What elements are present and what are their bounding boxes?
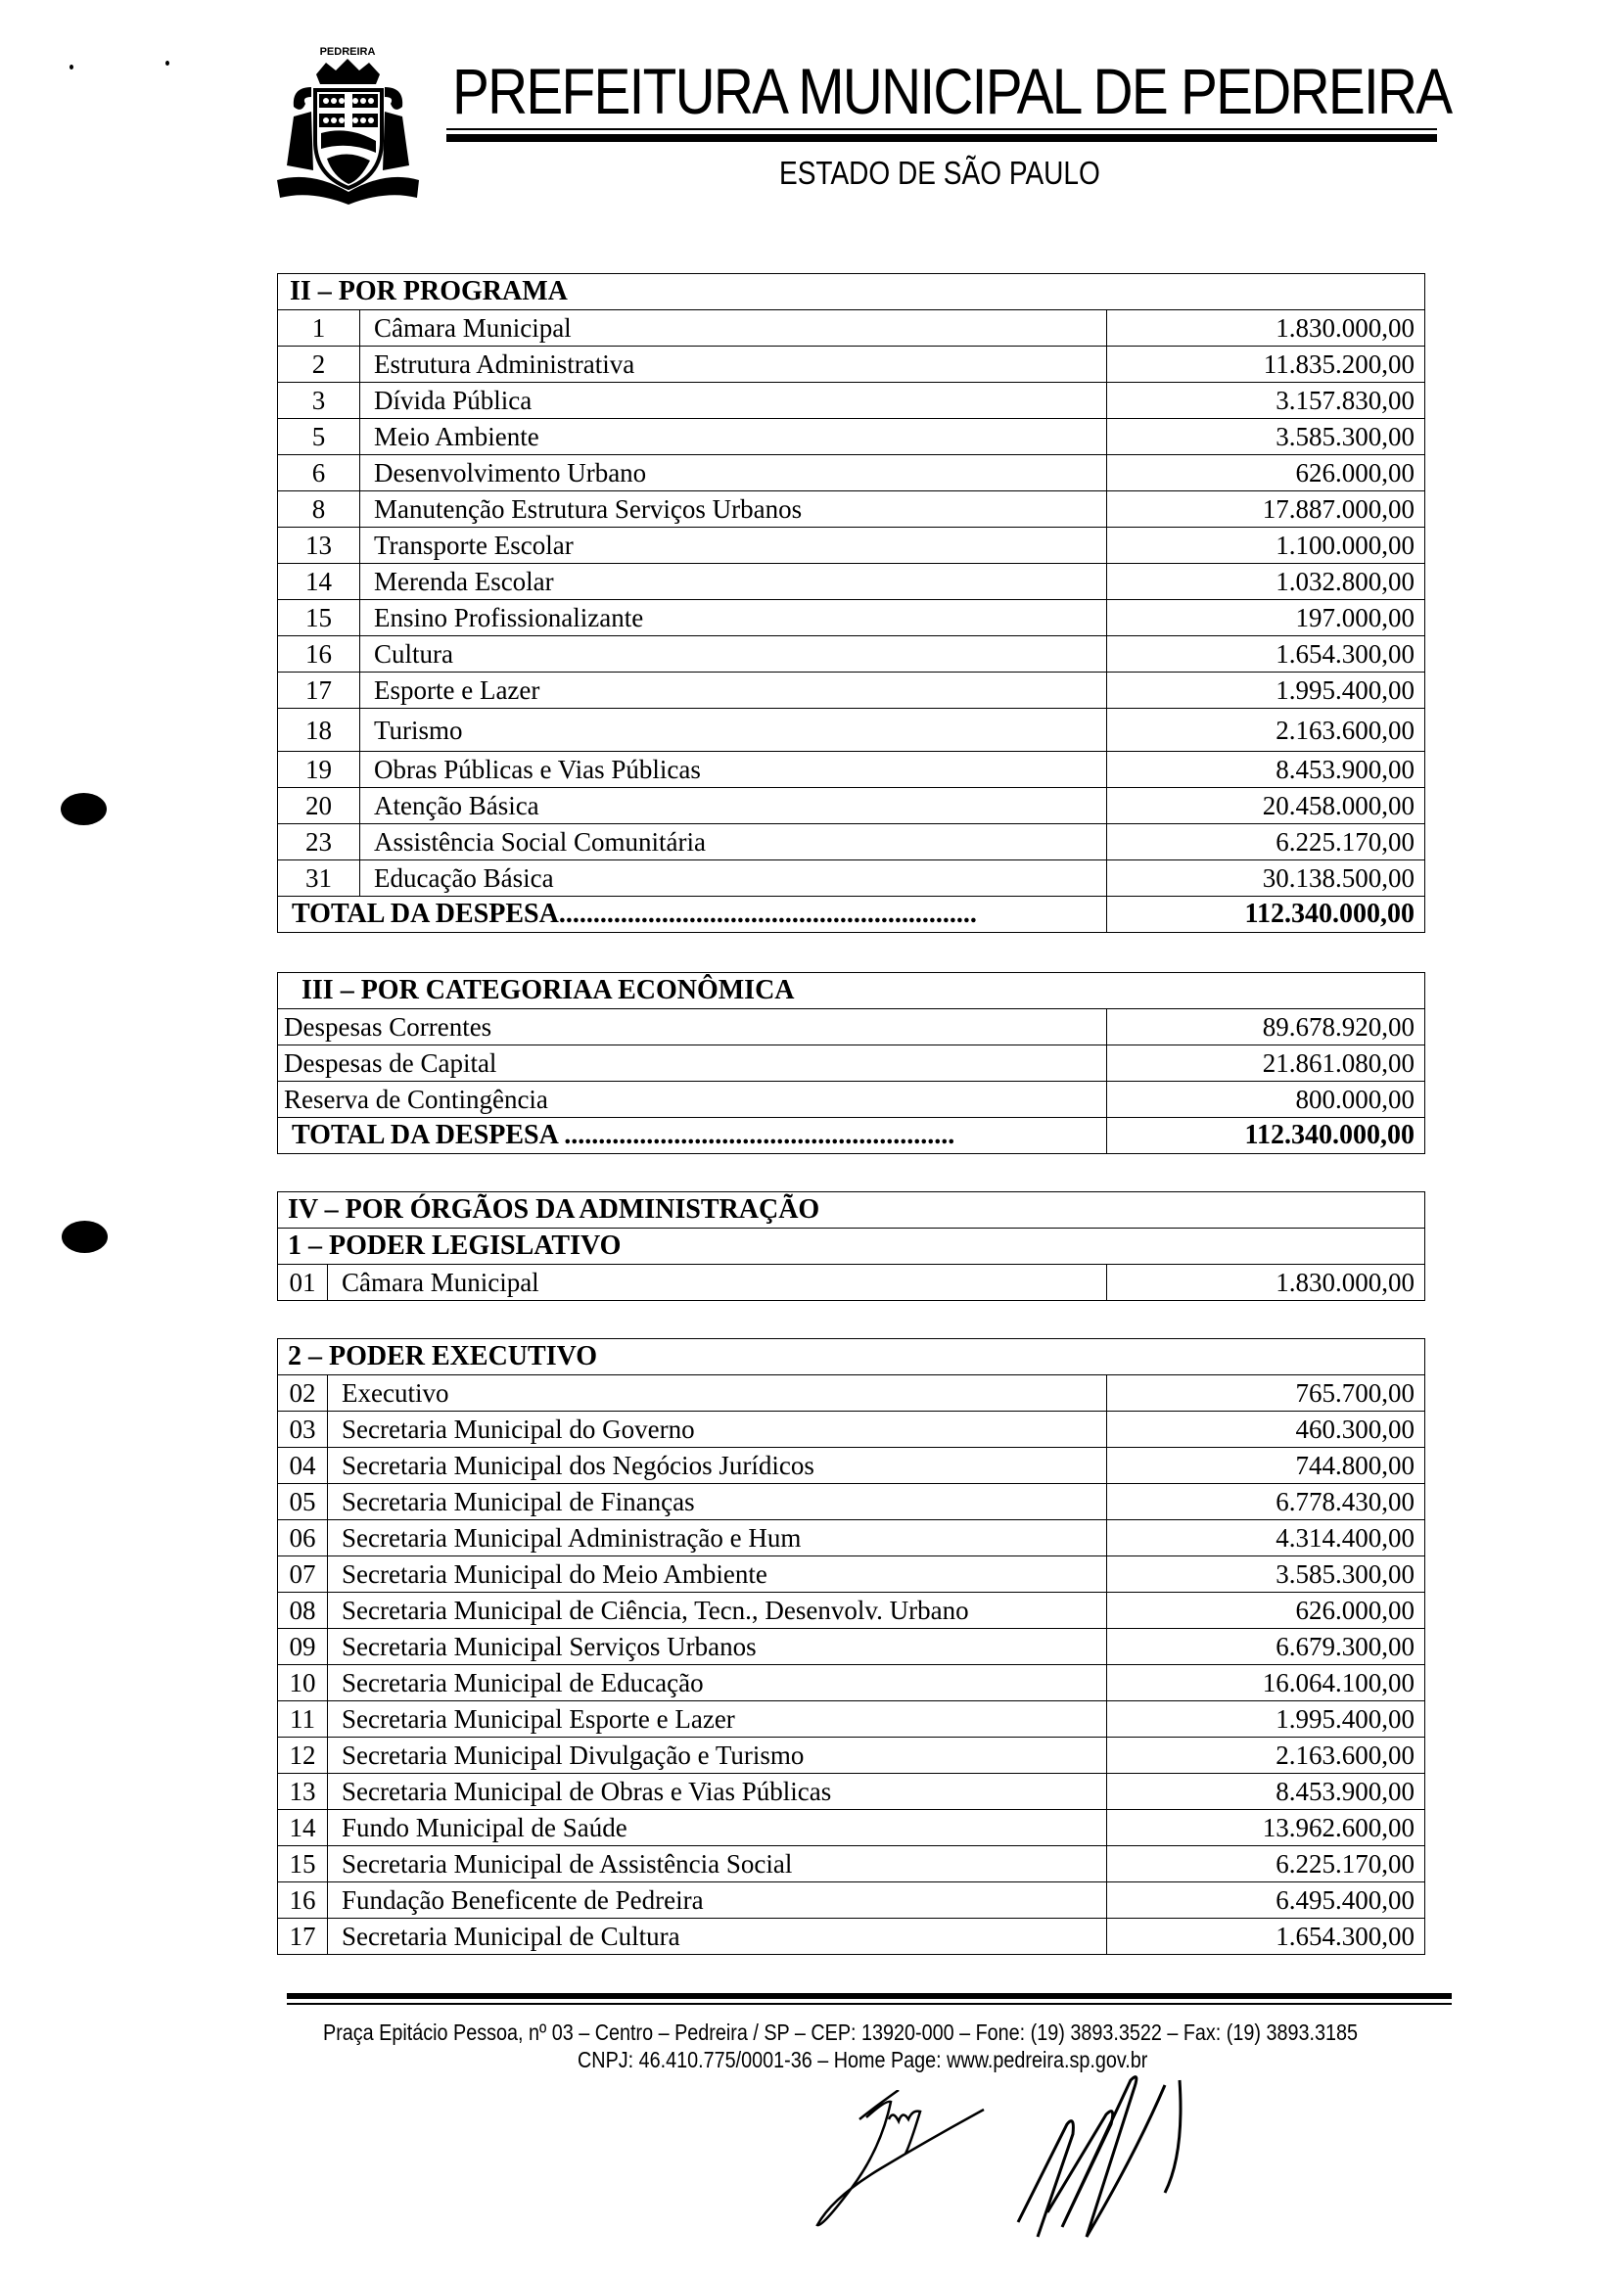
row-code: 5	[278, 419, 360, 455]
table-row	[278, 824, 1425, 860]
row-label: Secretaria Municipal de Ciência, Tecn., Desenvolv. Urbano	[328, 1593, 1107, 1629]
leader-dots: .........................................................	[557, 1120, 955, 1150]
scan-speck	[70, 65, 73, 70]
table-row	[278, 491, 1425, 528]
table-row	[278, 1665, 1425, 1701]
row-value: 6.225.170,00	[1107, 1846, 1425, 1882]
table-row	[278, 1375, 1425, 1412]
row-code: 13	[278, 1774, 328, 1810]
row-code: 1	[278, 310, 360, 347]
row-code: 31	[278, 860, 360, 897]
table-row	[278, 1629, 1425, 1665]
row-code: 09	[278, 1629, 328, 1665]
page-subtitle: ESTADO DE SÃO PAULO	[779, 155, 1100, 191]
total-value: 112.340.000,00	[1107, 1118, 1425, 1154]
table-row	[278, 1045, 1425, 1082]
row-code: 08	[278, 1593, 328, 1629]
programa-table	[277, 273, 1425, 933]
row-label: Secretaria Municipal Divulgação e Turismo	[328, 1738, 1107, 1774]
row-code: 20	[278, 788, 360, 824]
row-label: Câmara Municipal	[360, 310, 1107, 347]
row-label: Atenção Básica	[360, 788, 1107, 824]
table-row	[278, 788, 1425, 824]
table-row	[278, 347, 1425, 383]
table-row	[278, 1846, 1425, 1882]
table-row	[278, 1265, 1425, 1301]
punch-hole	[61, 793, 107, 825]
row-label: Secretaria Municipal dos Negócios Jurídicos	[328, 1448, 1107, 1484]
page-title: PREFEITURA MUNICIPAL DE PEDREIRA	[452, 55, 1452, 127]
total-row	[278, 897, 1425, 933]
row-label: Secretaria Municipal de Obras e Vias Públicas	[328, 1774, 1107, 1810]
row-label: Estrutura Administrativa	[360, 347, 1107, 383]
table-row	[278, 1009, 1425, 1045]
row-value: 3.585.300,00	[1107, 1556, 1425, 1593]
row-value: 1.654.300,00	[1107, 636, 1425, 673]
row-code: 03	[278, 1412, 328, 1448]
row-code: 13	[278, 528, 360, 564]
row-label: Turismo	[360, 709, 1107, 752]
row-label: Obras Públicas e Vias Públicas	[360, 752, 1107, 788]
row-label: Secretaria Municipal do Meio Ambiente	[328, 1556, 1107, 1593]
row-value: 16.064.100,00	[1107, 1665, 1425, 1701]
table-row	[278, 564, 1425, 600]
row-value: 6.679.300,00	[1107, 1629, 1425, 1665]
row-value: 13.962.600,00	[1107, 1810, 1425, 1846]
table-row	[278, 419, 1425, 455]
row-label: Educação Básica	[360, 860, 1107, 897]
row-label: Meio Ambiente	[360, 419, 1107, 455]
row-code: 10	[278, 1665, 328, 1701]
table-row	[278, 1520, 1425, 1556]
row-code: 2	[278, 347, 360, 383]
row-value: 8.453.900,00	[1107, 1774, 1425, 1810]
table-row	[278, 1738, 1425, 1774]
row-value: 2.163.600,00	[1107, 709, 1425, 752]
row-value: 17.887.000,00	[1107, 491, 1425, 528]
table-row	[278, 636, 1425, 673]
subsection-heading: 1 – PODER LEGISLATIVO	[278, 1229, 1425, 1265]
row-value: 460.300,00	[1107, 1412, 1425, 1448]
row-label: Desenvolvimento Urbano	[360, 455, 1107, 491]
row-value: 1.032.800,00	[1107, 564, 1425, 600]
row-value: 1.100.000,00	[1107, 528, 1425, 564]
row-value: 6.778.430,00	[1107, 1484, 1425, 1520]
row-code: 19	[278, 752, 360, 788]
row-value: 1.830.000,00	[1107, 310, 1425, 347]
row-code: 12	[278, 1738, 328, 1774]
table-row	[278, 1919, 1425, 1955]
row-value: 626.000,00	[1107, 1593, 1425, 1629]
row-value: 1.830.000,00	[1107, 1265, 1425, 1301]
row-label: Fundação Beneficente de Pedreira	[328, 1882, 1107, 1919]
row-label: Secretaria Municipal Serviços Urbanos	[328, 1629, 1107, 1665]
table-row	[278, 860, 1425, 897]
row-label: Dívida Pública	[360, 383, 1107, 419]
row-label: Cultura	[360, 636, 1107, 673]
table-row	[278, 528, 1425, 564]
row-code: 17	[278, 673, 360, 709]
row-label: Secretaria Municipal de Assistência Social	[328, 1846, 1107, 1882]
row-code: 15	[278, 600, 360, 636]
table-row	[278, 383, 1425, 419]
row-code: 17	[278, 1919, 328, 1955]
total-row	[278, 1118, 1425, 1154]
punch-hole	[62, 1221, 108, 1253]
row-code: 14	[278, 1810, 328, 1846]
table-row	[278, 1556, 1425, 1593]
table-row	[278, 1593, 1425, 1629]
row-code: 05	[278, 1484, 328, 1520]
row-code: 18	[278, 709, 360, 752]
row-label: Secretaria Municipal do Governo	[328, 1412, 1107, 1448]
row-value: 2.163.600,00	[1107, 1738, 1425, 1774]
signature-1-icon	[812, 2090, 989, 2237]
row-value: 8.453.900,00	[1107, 752, 1425, 788]
row-code: 23	[278, 824, 360, 860]
row-code: 06	[278, 1520, 328, 1556]
row-value: 6.225.170,00	[1107, 824, 1425, 860]
table-row	[278, 1448, 1425, 1484]
row-value: 626.000,00	[1107, 455, 1425, 491]
row-value: 1.654.300,00	[1107, 1919, 1425, 1955]
row-label: Merenda Escolar	[360, 564, 1107, 600]
table-row	[278, 1701, 1425, 1738]
table-row	[278, 1082, 1425, 1118]
row-value: 1.995.400,00	[1107, 673, 1425, 709]
row-label: Fundo Municipal de Saúde	[328, 1810, 1107, 1846]
table-row	[278, 1882, 1425, 1919]
table-row	[278, 310, 1425, 347]
row-label: Transporte Escolar	[360, 528, 1107, 564]
total-label-cell	[278, 897, 1107, 933]
row-label: Secretaria Municipal de Cultura	[328, 1919, 1107, 1955]
row-label: Secretaria Municipal Administração e Hum	[328, 1520, 1107, 1556]
total-value: 112.340.000,00	[1107, 897, 1425, 933]
orgaos-legislativo-table	[277, 1191, 1425, 1301]
scan-speck	[165, 61, 169, 66]
row-value: 3.157.830,00	[1107, 383, 1425, 419]
table-row	[278, 1412, 1425, 1448]
row-label: Executivo	[328, 1375, 1107, 1412]
table-row	[278, 709, 1425, 752]
row-value: 765.700,00	[1107, 1375, 1425, 1412]
row-value: 20.458.000,00	[1107, 788, 1425, 824]
row-value: 197.000,00	[1107, 600, 1425, 636]
row-label: Esporte e Lazer	[360, 673, 1107, 709]
row-label: Câmara Municipal	[328, 1265, 1107, 1301]
footer-divider-thick	[287, 1993, 1452, 1999]
categoria-economica-table	[277, 972, 1425, 1154]
row-label: Despesas de Capital	[278, 1045, 1107, 1082]
row-value: 1.995.400,00	[1107, 1701, 1425, 1738]
total-label-cell	[278, 1118, 1107, 1154]
row-value: 744.800,00	[1107, 1448, 1425, 1484]
footer-cnpj: CNPJ: 46.410.775/0001-36 – Home Page: www.pedreira.sp.gov.br	[578, 2047, 1148, 2072]
signature-2-icon	[1008, 2066, 1194, 2242]
row-code: 15	[278, 1846, 328, 1882]
row-code: 6	[278, 455, 360, 491]
orgaos-executivo-table	[277, 1338, 1425, 1955]
row-code: 8	[278, 491, 360, 528]
footer-address: Praça Epitácio Pessoa, nº 03 – Centro – Pedreira / SP – CEP: 13920-000 – Fone: (19) 3893.3522 – Fax: (19) 3893.3185	[323, 2020, 1358, 2045]
row-code: 16	[278, 1882, 328, 1919]
table-row	[278, 600, 1425, 636]
row-value: 30.138.500,00	[1107, 860, 1425, 897]
row-code: 14	[278, 564, 360, 600]
row-code: 16	[278, 636, 360, 673]
row-label: Manutenção Estrutura Serviços Urbanos	[360, 491, 1107, 528]
row-label: Ensino Profissionalizante	[360, 600, 1107, 636]
row-value: 3.585.300,00	[1107, 419, 1425, 455]
table-row	[278, 1484, 1425, 1520]
row-code: 01	[278, 1265, 328, 1301]
row-value: 4.314.400,00	[1107, 1520, 1425, 1556]
row-value: 6.495.400,00	[1107, 1882, 1425, 1919]
row-code: 02	[278, 1375, 328, 1412]
header-divider-thick	[446, 134, 1437, 142]
table-row	[278, 1774, 1425, 1810]
row-code: 07	[278, 1556, 328, 1593]
row-label: Secretaria Municipal de Finanças	[328, 1484, 1107, 1520]
row-code: 11	[278, 1701, 328, 1738]
row-value: 11.835.200,00	[1107, 347, 1425, 383]
table-row	[278, 752, 1425, 788]
row-label: Reserva de Contingência	[278, 1082, 1107, 1118]
footer-divider-thin	[287, 2003, 1452, 2005]
total-label: TOTAL DA DESPESA	[292, 899, 559, 929]
header-divider-thin	[446, 128, 1437, 130]
row-label: Despesas Correntes	[278, 1009, 1107, 1045]
total-label: TOTAL DA DESPESA	[292, 1120, 558, 1150]
municipal-crest-icon	[272, 43, 424, 205]
leader-dots: .............................................................	[558, 899, 977, 929]
table-row	[278, 1810, 1425, 1846]
row-label: Assistência Social Comunitária	[360, 824, 1107, 860]
svg-text:PEDREIRA: PEDREIRA	[319, 46, 376, 58]
section-heading: II – POR PROGRAMA	[278, 274, 1425, 310]
row-label: Secretaria Municipal de Educação	[328, 1665, 1107, 1701]
row-code: 04	[278, 1448, 328, 1484]
row-code: 3	[278, 383, 360, 419]
row-value: 21.861.080,00	[1107, 1045, 1425, 1082]
section-heading: III – POR CATEGORIAA ECONÔMICA	[278, 973, 1425, 1009]
row-value: 800.000,00	[1107, 1082, 1425, 1118]
row-label: Secretaria Municipal Esporte e Lazer	[328, 1701, 1107, 1738]
subsection-heading: 2 – PODER EXECUTIVO	[278, 1339, 1425, 1375]
table-row	[278, 455, 1425, 491]
section-heading: IV – POR ÓRGÃOS DA ADMINISTRAÇÃO	[278, 1192, 1425, 1229]
row-value: 89.678.920,00	[1107, 1009, 1425, 1045]
table-row	[278, 673, 1425, 709]
